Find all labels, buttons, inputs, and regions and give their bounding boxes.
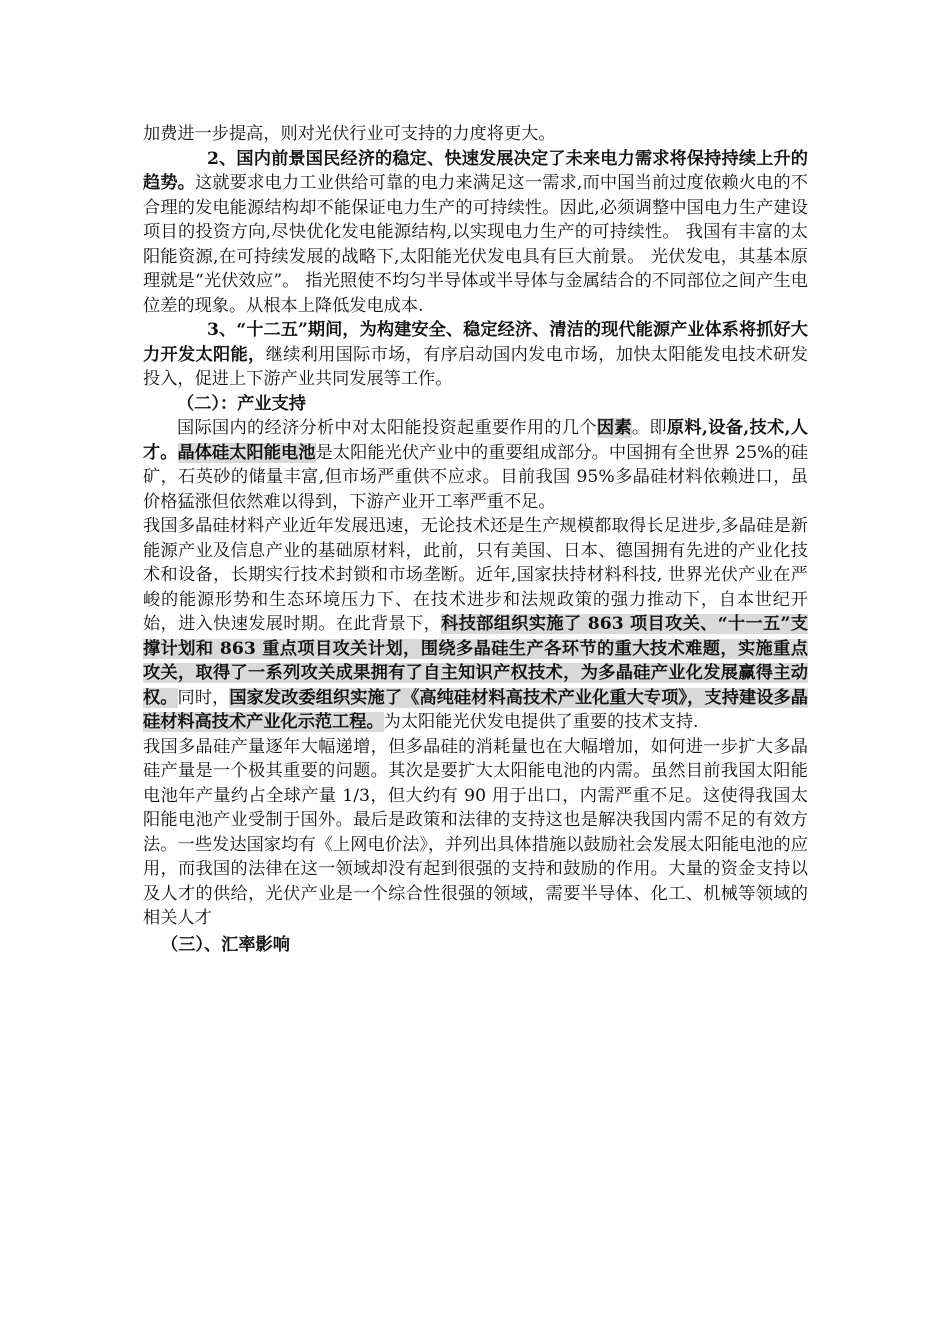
highlight-ndrc: 国家发改委组织实施了《高纯硅材料高技术产业化重大专项》，支持建设多晶硅材料高技术产业化示范工程。 xyxy=(143,687,808,732)
paragraph-2-text: 这就要求电力工业供给可靠的电力来满足这一需求,而中国当前过度依赖火电的不合理的发电能源结构却不能保证电力生产的可持续性。因此,必须调整中国电力生产建设项目的投资方向,尽快优化发电能源结构,以实现电力生产的可持续性。 我国有丰富的太阳能资源,在可持续发展的战略下,太阳能光伏发电具有巨大前景。 光伏发电，其基本原理就是“光伏效应”。 指光照使不均匀半导体或半导体与金属结合的不同部位之间产生电位差的现象。从根本上降低发电成本. xyxy=(143,173,808,316)
paragraph-6: 我国多晶硅产量逐年大幅递增，但多晶硅的消耗量也在大幅增加，如何进一步扩大多晶硅产量是一个极其重要的问题。其次是要扩大太阳能电池的内需。虽然目前我国太阳能电池年产量约占全球产量 1/3，但大约有 90 用于出口，内需严重不足。这使得我国太阳能电池产业受制于国外。最后是政策和法律的支持这也是解决我国内需不足的有效方法。一些发达国家均有《上网电价法》，并列出具体措施以鼓励社会发展太阳能电池的应用，而我国的法律在这一领域却没有起到很强的支持和鼓励的作用。大量的资金支持以及人才的供给，光伏产业是一个综合性很强的领域，需要半导体、化工、机械等领域的相关人才 xyxy=(143,736,808,928)
highlight-factors: 因素 xyxy=(596,418,632,438)
paragraph-5 xyxy=(143,514,808,735)
paragraph-2 xyxy=(143,147,808,319)
highlight-crystalline-silicon: 晶体硅太阳能电池 xyxy=(177,442,316,463)
section-heading-2 xyxy=(143,392,808,417)
paragraph-4-text-f: 是太阳能光伏产业中的重要组成部分。中国拥有全世界 25%的硅矿，石英砂的储量丰富,但市场严重供不应求。目前我国 95%多晶硅材料依赖进口，虽价格猛涨但依然难以得到，下游产业开工率严重不足。 xyxy=(143,442,808,512)
paragraph-4-text-c: 。即 xyxy=(631,418,667,438)
section-heading-3-text: （三）、汇率影响 xyxy=(161,934,290,955)
paragraph-2-heading: 2、国内前景国民经济的稳定、快速发展决定了未来电力需求将保持持续上升的趋势。 xyxy=(143,148,808,193)
paragraph-5-text-a: 我国多晶硅材料产业近年发展迅速，无论技术还是生产规模都取得长足进步,多晶硅是新能源产业及信息产业的基础原材料，此前，只有美国、日本、德国拥有先进的产业化技术和设备，长期实行技术封锁和市场垄断。近年,国家扶持材料科技, 世界光伏产业在严峻的能源形势和生态环境压力下、在技术进步和法规政策的强力推动下，自本世纪开始，进入快速发展时期。在此背景下， xyxy=(143,516,808,634)
paragraph-1: 加费进一步提高，则对光伏行业可支持的力度将更大。 xyxy=(143,124,556,144)
paragraph-4 xyxy=(143,416,808,514)
paragraph-3 xyxy=(143,318,808,392)
document-body xyxy=(143,122,808,957)
paragraph-5-text-e: 为太阳能光伏发电提供了重要的技术支持. xyxy=(383,712,699,732)
section-heading-2-text: （二）：产业支持 xyxy=(177,393,306,414)
paragraph-3-text: 继续利用国际市场，有序启动国内发电市场，加快太阳能发电技术研发投入，促进上下游产业共同发展等工作。 xyxy=(143,344,808,389)
paragraph-4-bold-factors: 原料,设备,技术,人才。 xyxy=(143,418,808,463)
section-heading-3 xyxy=(143,933,808,958)
paragraph-3-heading: 3、“十二五”期间，为构建安全、稳定经济、清洁的现代能源产业体系将抓好大力开发太阳能， xyxy=(143,320,808,365)
paragraph-4-text-a: 国际国内的经济分析中对太阳能投资起重要作用的几个 xyxy=(177,418,597,438)
highlight-ministry-science: 科技部组织实施了 863 项目攻关、“十一五”支撑计划和 863 重点项目攻关计划，围绕多晶硅生产各环节的重大技术难题，实施重点攻关，取得了一系列攻关成果拥有了自主知识产权技术，为多晶硅产业化发展赢得主动权。 xyxy=(143,614,808,708)
paragraph-5-text-c: 同时， xyxy=(177,687,230,708)
